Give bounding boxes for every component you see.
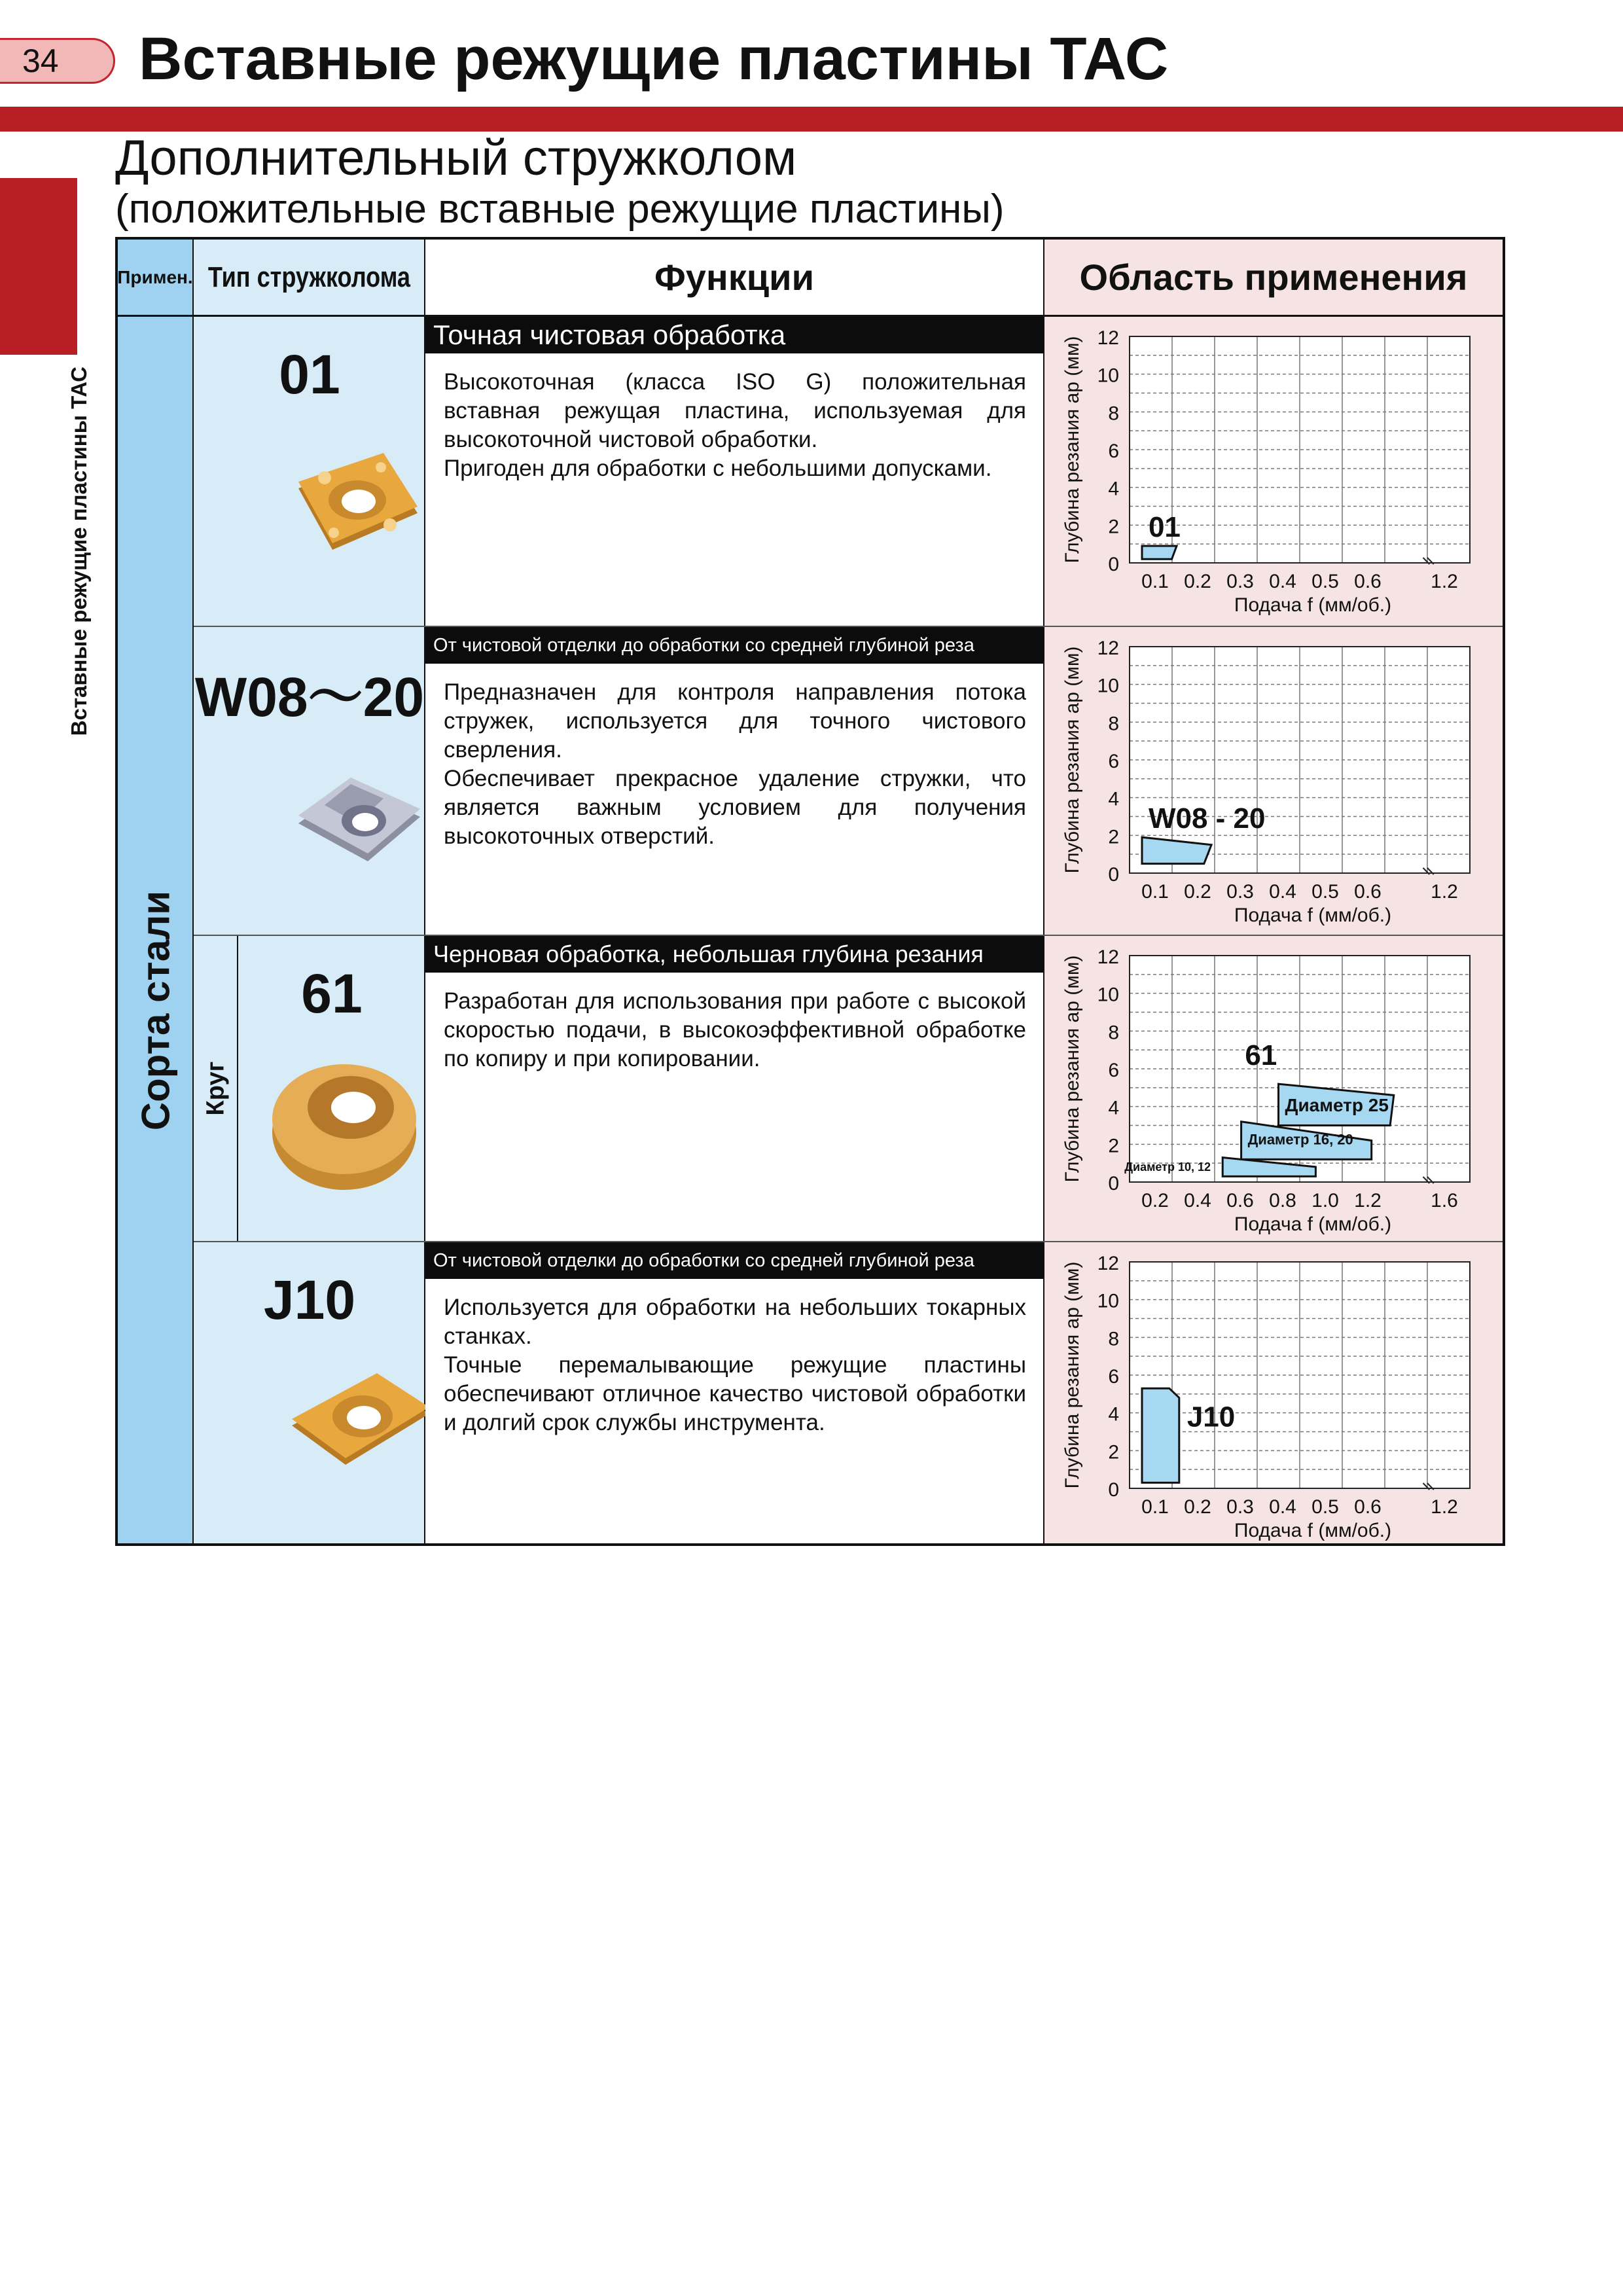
section-title: Дополнительный стружколом [115, 130, 797, 186]
side-section-label: Вставные режущие пластины ТАС [67, 367, 91, 736]
description-paragraph: Используется для обработки на небольших токарных станках. [444, 1295, 1026, 1349]
y-tick-label: 8 [1108, 403, 1119, 425]
y-tick-label: 12 [1097, 637, 1119, 659]
y-tick-label: 2 [1108, 1441, 1119, 1463]
x-tick-label: 0.1 [1141, 881, 1169, 903]
function-cell [425, 317, 1044, 626]
region-label: W08 - 20 [1148, 802, 1266, 835]
x-tick-label: 1.2 [1431, 1496, 1458, 1518]
x-tick-label: 0.4 [1269, 571, 1296, 592]
y-tick-label: 8 [1108, 1328, 1119, 1350]
x-tick-label: 1.0 [1311, 1190, 1339, 1211]
chipbreaker-table [115, 237, 1505, 1546]
section-subtitle: (положительные вставные режущие пластины) [115, 187, 1005, 232]
x-tick-label: 0.3 [1226, 1496, 1254, 1518]
chipbreaker-cell [194, 1242, 425, 1543]
y-tick-label: 8 [1108, 1022, 1119, 1044]
chart-series-label: 61 [1245, 1039, 1277, 1072]
x-tick-label: 0.3 [1226, 881, 1254, 903]
description-paragraph: Обеспечивает прекрасное удаление стружки, что является важным условием для получения высокоточных отверстий. [444, 766, 1026, 849]
x-tick-label: 0.5 [1311, 571, 1339, 592]
y-tick-label: 12 [1097, 327, 1119, 349]
function-description [444, 1293, 1026, 1437]
x-axis-label: Подача f (мм/об.) [1234, 594, 1392, 616]
description-paragraph: Предназначен для контроля направления потока стружек, используется для точного чистового сверления. [444, 679, 1026, 762]
application-column [118, 317, 194, 1543]
x-tick-label: 0.2 [1184, 571, 1211, 592]
x-tick-label: 1.2 [1431, 881, 1458, 903]
description-paragraph: Высокоточная (класса ISO G) положительная вставная режущая пластина, используемая для высокоточной чистовой обработки. [444, 369, 1026, 452]
area-cell [1044, 317, 1503, 626]
round-shape-label: Круг [202, 1061, 230, 1116]
side-tab-marker [0, 178, 77, 355]
region-label: Диаметр 16, 20 [1247, 1131, 1353, 1148]
chipbreaker-code: J10 [263, 1269, 356, 1331]
steel-grades-label: Сорта стали [134, 890, 178, 1131]
x-tick-label: 0.6 [1354, 1496, 1382, 1518]
insert-61-image [194, 936, 425, 1242]
x-tick-label: 0.4 [1269, 1496, 1296, 1518]
x-tick-label: 1.2 [1431, 571, 1458, 592]
x-tick-label: 1.6 [1431, 1190, 1458, 1211]
region-label: Диаметр 10, 12 [1124, 1160, 1211, 1174]
x-axis-label: Подача f (мм/об.) [1234, 1520, 1392, 1541]
chipbreaker-code: 01 [279, 344, 340, 405]
header-functions: Функции [425, 240, 1044, 317]
area-cell [1044, 936, 1503, 1241]
y-tick-label: 10 [1097, 675, 1119, 697]
y-tick-label: 0 [1108, 864, 1119, 886]
x-tick-label: 0.5 [1311, 1496, 1339, 1518]
y-tick-label: 2 [1108, 826, 1119, 848]
function-cell [425, 1242, 1044, 1543]
x-tick-label: 0.4 [1269, 881, 1296, 903]
y-tick-label: 10 [1097, 1290, 1119, 1312]
chipbreaker-cell [194, 936, 425, 1241]
y-tick-label: 2 [1108, 1135, 1119, 1157]
application-chart-61 [1044, 936, 1503, 1242]
y-axis-label: Глубина резания ap (мм) [1061, 336, 1083, 564]
application-region [1142, 546, 1177, 559]
x-tick-label: 0.6 [1354, 881, 1382, 903]
y-tick-label: 12 [1097, 946, 1119, 968]
x-tick-label: 1.2 [1354, 1190, 1382, 1211]
area-cell [1044, 627, 1503, 935]
y-tick-label: 4 [1108, 788, 1119, 810]
region-label: 01 [1148, 511, 1181, 544]
x-axis-label: Подача f (мм/об.) [1234, 905, 1392, 926]
insert-01-image [194, 317, 425, 626]
y-tick-label: 12 [1097, 1253, 1119, 1274]
x-tick-label: 0.5 [1311, 881, 1339, 903]
y-tick-label: 0 [1108, 1479, 1119, 1501]
x-tick-label: 0.4 [1184, 1190, 1211, 1211]
table-row [194, 317, 1503, 626]
y-tick-label: 10 [1097, 984, 1119, 1006]
x-axis-label: Подача f (мм/об.) [1234, 1213, 1392, 1235]
y-tick-label: 0 [1108, 554, 1119, 575]
region-label: Диаметр 25 [1285, 1094, 1389, 1115]
y-tick-label: 6 [1108, 440, 1119, 462]
table-row [194, 626, 1503, 935]
y-tick-label: 10 [1097, 365, 1119, 387]
table-row [194, 935, 1503, 1241]
description-paragraph: Разработан для использования при работе с высокой скоростью подачи, в высокоэффективной обработке по копиру и при копировании. [444, 988, 1026, 1071]
page-title: Вставные режущие пластины ТАС [139, 26, 1169, 92]
function-title: От чистовой отделки до обработки со средней глубиной реза [425, 627, 1043, 664]
header-chipbreaker-type [194, 240, 425, 317]
function-title: От чистовой отделки до обработки со средней глубиной реза [425, 1242, 1043, 1279]
y-tick-label: 8 [1108, 713, 1119, 735]
application-chart-j10 [1044, 1242, 1503, 1545]
application-region [1142, 1388, 1179, 1482]
application-chart-w08 [1044, 627, 1503, 936]
y-tick-label: 0 [1108, 1173, 1119, 1194]
function-cell [425, 936, 1044, 1241]
table-row [194, 1241, 1503, 1543]
x-tick-label: 0.8 [1269, 1190, 1296, 1211]
y-axis-label: Глубина резания ap (мм) [1061, 1261, 1083, 1489]
function-cell [425, 627, 1044, 935]
y-tick-label: 4 [1108, 1403, 1119, 1426]
x-tick-label: 0.1 [1141, 571, 1169, 592]
chipbreaker-code: 61 [301, 963, 363, 1024]
region-label: J10 [1186, 1401, 1236, 1433]
x-tick-label: 0.2 [1184, 1496, 1211, 1518]
description-paragraph: Точные перемалывающие режущие пластины обеспечивают отличное качество чистовой обработки и долгий срок службы инструмента. [444, 1352, 1026, 1435]
description-paragraph: Пригоден для обработки с небольшими допусками. [444, 456, 992, 481]
y-tick-label: 6 [1108, 751, 1119, 772]
page-number: 34 [0, 38, 115, 84]
function-title: Черновая обработка, небольшая глубина резания [425, 936, 1043, 973]
x-tick-label: 0.2 [1184, 881, 1211, 903]
y-tick-label: 4 [1108, 478, 1119, 500]
header-chipbreaker-type-text: Тип стружколома [207, 260, 410, 293]
function-description [444, 368, 1026, 483]
x-tick-label: 0.2 [1141, 1190, 1169, 1211]
x-tick-label: 0.6 [1226, 1190, 1254, 1211]
header-application-area: Область применения [1044, 240, 1503, 317]
x-tick-label: 0.3 [1226, 571, 1254, 592]
x-tick-label: 0.6 [1354, 571, 1382, 592]
insert-j10-image [194, 1242, 425, 1545]
y-axis-label: Глубина резания ap (мм) [1061, 955, 1083, 1183]
application-chart-01 [1044, 317, 1503, 626]
x-tick-label: 0.1 [1141, 1496, 1169, 1518]
y-axis-label: Глубина резания ap (мм) [1061, 646, 1083, 874]
y-tick-label: 6 [1108, 1366, 1119, 1388]
chipbreaker-cell [194, 627, 425, 935]
chipbreaker-code: W08～20 [194, 666, 425, 728]
y-tick-label: 2 [1108, 516, 1119, 538]
header-rule [0, 107, 1623, 132]
function-title: Точная чистовая обработка [425, 317, 1043, 353]
y-tick-label: 4 [1108, 1097, 1119, 1119]
insert-w08-image [194, 627, 425, 936]
function-description [444, 987, 1026, 1073]
chipbreaker-cell [194, 317, 425, 626]
header-application: Примен. [118, 240, 194, 317]
y-tick-label: 6 [1108, 1060, 1119, 1081]
function-description [444, 678, 1026, 851]
area-cell [1044, 1242, 1503, 1543]
